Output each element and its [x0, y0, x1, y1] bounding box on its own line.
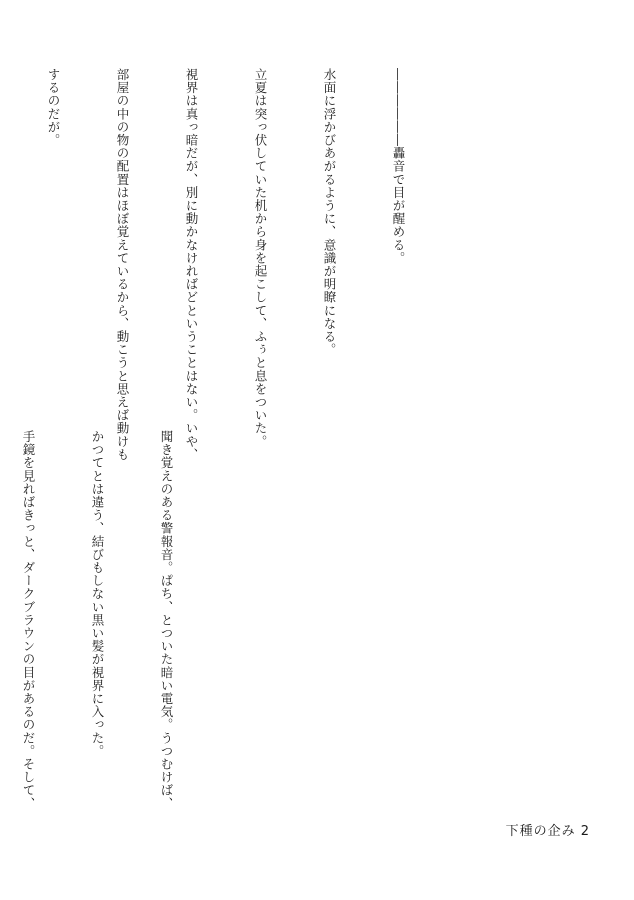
upper-text-block	[0, 68, 456, 461]
text-line: 手鏡を見ればきっと、ダークブラウンの目があるのだ。そして、	[21, 430, 36, 810]
text-line: 聞き覚えのある警報音。ぱち、とついた暗い電気。うつむけば、	[159, 430, 174, 810]
book-title: 下種の企み	[505, 824, 576, 839]
page-number: 2	[580, 824, 590, 839]
text-line: するのだが。	[46, 68, 61, 147]
text-line: 立夏は突っ伏していた机から身を起こして、ふぅと息をついた。	[253, 68, 268, 448]
page-footer	[506, 820, 590, 839]
lower-text-block	[0, 430, 224, 810]
text-line: 部屋の中の物の配置はほぼ覚えているから、動こうと思えば動けも	[115, 68, 130, 461]
text-line: 水面に浮かびあがるように、意識が明瞭になる。	[322, 68, 337, 357]
text-line: 視界は真っ暗だが、別に動かなければどということはない。いや、	[184, 68, 199, 461]
text-line: かつてとは違う、結びもしない黒い髪が視界に入った。	[90, 430, 105, 758]
text-line: ――――――轟音で目が醒める。	[391, 68, 406, 265]
